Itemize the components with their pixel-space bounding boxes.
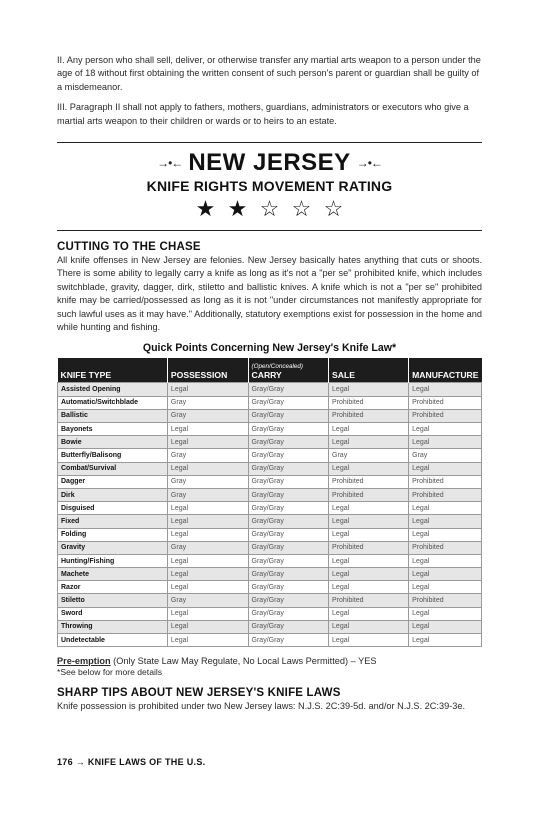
- state-title: NEW JERSEY: [188, 149, 351, 177]
- table-cell: Legal: [409, 634, 482, 647]
- knife-type-cell: Folding: [58, 528, 168, 541]
- star-rating: [57, 198, 482, 222]
- table-cell: Legal: [167, 581, 248, 594]
- table-row: [58, 383, 482, 396]
- star-empty-icon: ☆: [323, 196, 344, 222]
- header-carry: [248, 358, 329, 383]
- table-cell: Gray/Gray: [248, 634, 329, 647]
- table-cell: Legal: [167, 554, 248, 567]
- table-row: [58, 594, 482, 607]
- table-cell: Legal: [409, 568, 482, 581]
- table-cell: Prohibited: [329, 594, 409, 607]
- knife-type-cell: Automatic/Switchblade: [58, 396, 168, 409]
- table-cell: Legal: [409, 383, 482, 396]
- knife-type-cell: Fixed: [58, 515, 168, 528]
- knife-law-table: [57, 358, 482, 647]
- paragraph-iii: III. Paragraph II shall not apply to fathers, mothers, guardians, administrators or executors who give a martial arts weapon to their children or wards or to heirs to an estate.: [57, 102, 469, 126]
- star-filled-icon: ★: [195, 196, 216, 222]
- table-row: [58, 488, 482, 501]
- knife-type-cell: Disguised: [58, 502, 168, 515]
- table-cell: Gray/Gray: [248, 515, 329, 528]
- table-row: [58, 423, 482, 436]
- table-cell: Gray: [167, 594, 248, 607]
- table-cell: Gray: [167, 488, 248, 501]
- table-row: [58, 541, 482, 554]
- table-cell: Gray/Gray: [248, 423, 329, 436]
- table-cell: Prohibited: [329, 475, 409, 488]
- table-cell: Legal: [167, 383, 248, 396]
- table-cell: Legal: [329, 383, 409, 396]
- table-cell: Legal: [329, 502, 409, 515]
- table-cell: Legal: [167, 607, 248, 620]
- table-row: [58, 409, 482, 422]
- table-cell: Legal: [329, 620, 409, 633]
- table-cell: Legal: [409, 528, 482, 541]
- knife-type-cell: Gravity: [58, 541, 168, 554]
- table-cell: Prohibited: [329, 541, 409, 554]
- table-cell: Legal: [167, 462, 248, 475]
- rating-title: KNIFE RIGHTS MOVEMENT RATING: [146, 178, 393, 195]
- star-empty-icon: ☆: [291, 196, 312, 222]
- table-cell: Legal: [329, 554, 409, 567]
- table-row: [58, 475, 482, 488]
- table-row: [58, 449, 482, 462]
- knife-type-cell: Assisted Opening: [58, 383, 168, 396]
- header-possession: POSSESSION: [167, 358, 248, 383]
- table-body: [58, 383, 482, 647]
- table-cell: Legal: [409, 436, 482, 449]
- knife-type-cell: Ballistic: [58, 409, 168, 422]
- table-cell: Gray/Gray: [248, 607, 329, 620]
- table-row: [58, 620, 482, 633]
- table-cell: Legal: [329, 515, 409, 528]
- table-cell: Gray/Gray: [248, 554, 329, 567]
- table-row: [58, 634, 482, 647]
- table-cell: Legal: [409, 515, 482, 528]
- table-row: [58, 554, 482, 567]
- section-heading-cutting: CUTTING TO THE CHASE: [57, 241, 201, 254]
- table-cell: Gray: [167, 541, 248, 554]
- table-cell: Legal: [167, 634, 248, 647]
- table-cell: Prohibited: [329, 488, 409, 501]
- table-cell: Legal: [409, 502, 482, 515]
- paragraph-ii: II. Any person who shall sell, deliver, or otherwise transfer any martial arts weapon to a person under the age of 18 without first obtaining the written consent of such person's parent or guardian shall be guilty of a misdemeanor.: [57, 55, 481, 92]
- table-cell: Gray/Gray: [248, 383, 329, 396]
- header-carry-sub: (Open/Concealed): [251, 363, 303, 371]
- table-cell: Gray/Gray: [248, 449, 329, 462]
- table-cell: Legal: [167, 502, 248, 515]
- knife-type-cell: Undetectable: [58, 634, 168, 647]
- section-body-cutting: All knife offenses in New Jersey are felonies. New Jersey basically hates anything that cuts or shoots. There is some ability to legally carry a knife as long as it's not a "per se" prohibited knife, which includes switchblade, gravity, dagger, dirk, stiletto and ballistic knives. A knife which is not a "per se" prohibited knife may be carried/possessed as long as it is not "under circumstances not manifestly appropriate for such lawful uses as it may have." Additionally, statutory exemptions exist for possession in the home and while hunting and fishing.: [57, 255, 482, 333]
- table-cell: Gray/Gray: [248, 488, 329, 501]
- table-cell: Gray/Gray: [248, 502, 329, 515]
- table-cell: Legal: [409, 581, 482, 594]
- knife-type-cell: Dirk: [58, 488, 168, 501]
- table-cell: Gray: [167, 475, 248, 488]
- table-row: [58, 396, 482, 409]
- page-content: [57, 54, 482, 721]
- table-cell: Gray: [167, 449, 248, 462]
- table-cell: Gray/Gray: [248, 620, 329, 633]
- header-knife-type: KNIFE TYPE: [58, 358, 168, 383]
- table-row: [58, 581, 482, 594]
- table-title: Quick Points Concerning New Jersey's Knife Law*: [142, 342, 397, 355]
- table-row: [58, 528, 482, 541]
- knife-type-cell: Bayonets: [58, 423, 168, 436]
- section-body-sharp-tips: Knife possession is prohibited under two New Jersey laws: N.J.S. 2C:39-5d. and/or N.J.S. 2C:39-3e.: [57, 701, 466, 712]
- ornament-right-icon: →•←: [356, 156, 382, 171]
- table-row: [58, 568, 482, 581]
- knife-type-cell: Hunting/Fishing: [58, 554, 168, 567]
- table-row: [58, 462, 482, 475]
- table-cell: Legal: [409, 554, 482, 567]
- table-cell: Prohibited: [409, 488, 482, 501]
- table-row: [58, 515, 482, 528]
- table-cell: Gray: [409, 449, 482, 462]
- table-cell: Legal: [167, 436, 248, 449]
- knife-type-cell: Throwing: [58, 620, 168, 633]
- table-cell: Gray/Gray: [248, 475, 329, 488]
- table-row: [58, 607, 482, 620]
- footnote: *See below for more details: [57, 667, 163, 678]
- table-cell: Legal: [409, 620, 482, 633]
- header-carry-label: CARRY: [251, 370, 282, 381]
- table-cell: Legal: [329, 423, 409, 436]
- star-empty-icon: ☆: [259, 196, 280, 222]
- table-cell: Legal: [329, 607, 409, 620]
- divider-top: [57, 142, 482, 143]
- table-cell: Legal: [329, 568, 409, 581]
- preemption-note: [57, 656, 482, 667]
- section-heading-sharp-tips: SHARP TIPS ABOUT NEW JERSEY'S KNIFE LAWS: [57, 687, 341, 700]
- table-cell: Gray/Gray: [248, 568, 329, 581]
- divider-bottom: [57, 230, 482, 231]
- knife-type-cell: Machete: [58, 568, 168, 581]
- table-cell: Legal: [167, 620, 248, 633]
- header-manufacture: MANUFACTURE: [409, 358, 482, 383]
- table-cell: Legal: [167, 515, 248, 528]
- table-cell: Prohibited: [409, 541, 482, 554]
- knife-type-cell: Bowie: [58, 436, 168, 449]
- table-cell: Legal: [329, 462, 409, 475]
- table-cell: Gray/Gray: [248, 541, 329, 554]
- table-row: [58, 436, 482, 449]
- preemption-label: Pre-emption: [57, 656, 111, 667]
- table-cell: Gray/Gray: [248, 462, 329, 475]
- table-cell: Prohibited: [409, 594, 482, 607]
- knife-type-cell: Sword: [58, 607, 168, 620]
- table-header-row: [58, 358, 482, 383]
- table-cell: Gray: [167, 409, 248, 422]
- table-cell: Gray/Gray: [248, 594, 329, 607]
- header-sale: SALE: [329, 358, 409, 383]
- knife-type-cell: Butterfly/Balisong: [58, 449, 168, 462]
- table-cell: Legal: [329, 581, 409, 594]
- knife-type-cell: Dagger: [58, 475, 168, 488]
- table-cell: Legal: [167, 528, 248, 541]
- table-cell: Gray/Gray: [248, 396, 329, 409]
- preemption-text: (Only State Law May Regulate, No Local Laws Permitted) – YES: [110, 656, 377, 667]
- table-cell: Legal: [167, 568, 248, 581]
- table-cell: Gray/Gray: [248, 409, 329, 422]
- table-cell: Legal: [409, 462, 482, 475]
- knife-type-cell: Razor: [58, 581, 168, 594]
- state-title-block: [57, 149, 482, 177]
- table-cell: Legal: [167, 423, 248, 436]
- table-cell: Gray/Gray: [248, 528, 329, 541]
- table-cell: Prohibited: [409, 409, 482, 422]
- table-cell: Prohibited: [409, 396, 482, 409]
- table-cell: Legal: [329, 436, 409, 449]
- table-cell: Prohibited: [329, 409, 409, 422]
- table-cell: Gray/Gray: [248, 581, 329, 594]
- table-cell: Prohibited: [409, 475, 482, 488]
- page-footer: 176 → KNIFE LAWS OF THE U.S.: [57, 757, 206, 767]
- table-cell: Legal: [329, 528, 409, 541]
- table-cell: Gray/Gray: [248, 436, 329, 449]
- table-cell: Gray: [167, 396, 248, 409]
- knife-type-cell: Stiletto: [58, 594, 168, 607]
- table-cell: Gray: [329, 449, 409, 462]
- star-filled-icon: ★: [227, 196, 248, 222]
- ornament-left-icon: →•←: [157, 156, 183, 171]
- table-row: [58, 502, 482, 515]
- table-cell: Legal: [329, 634, 409, 647]
- table-cell: Legal: [409, 423, 482, 436]
- table-cell: Legal: [409, 607, 482, 620]
- knife-type-cell: Combat/Survival: [58, 462, 168, 475]
- table-cell: Prohibited: [329, 396, 409, 409]
